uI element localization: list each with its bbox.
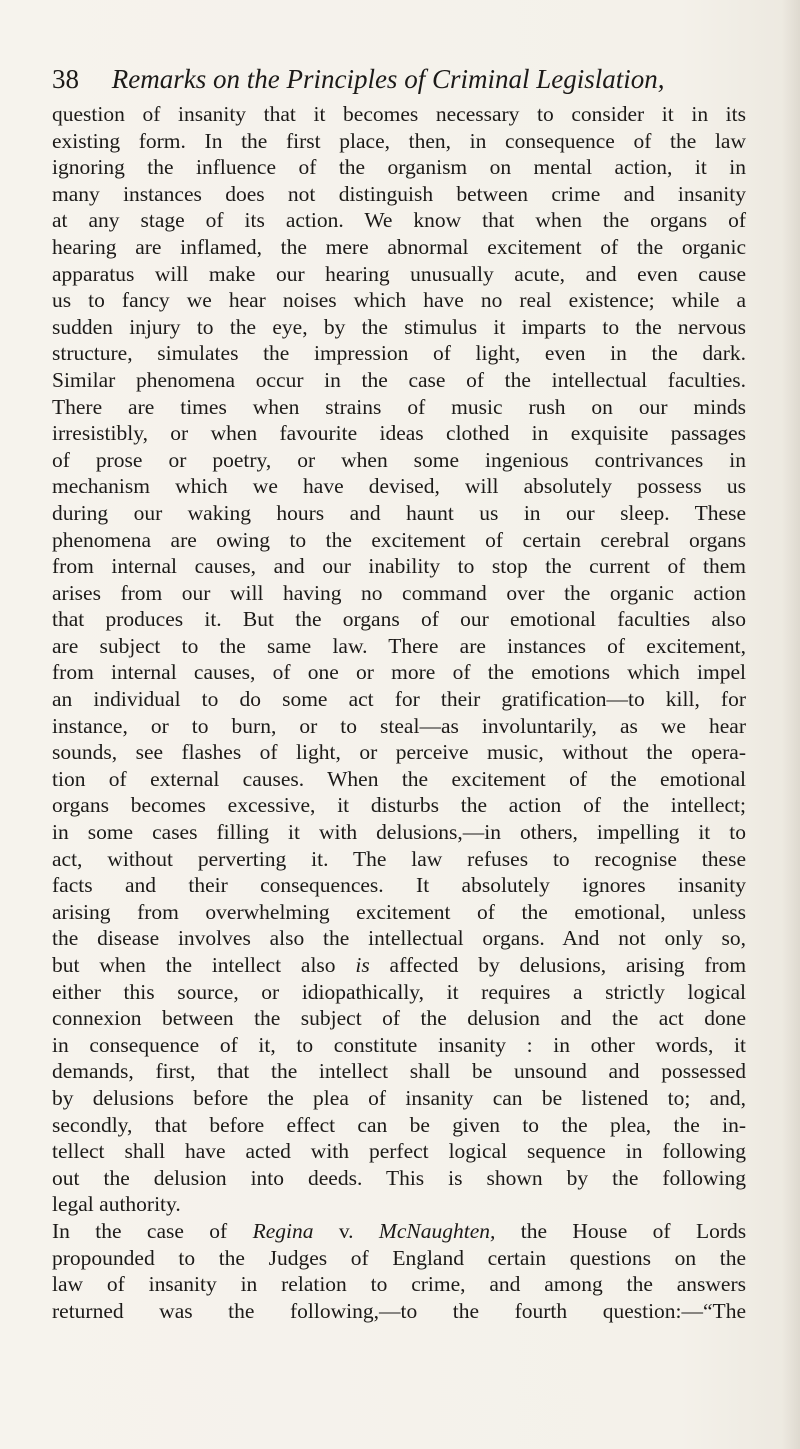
running-head: [52, 62, 742, 96]
italic-term: McNaughten,: [378, 1218, 496, 1243]
text-line-17: phenomena are owing to the excitement of certain cerebral organs: [52, 527, 746, 552]
text-line-1: question of insanity that it becomes necessary to consider it in its: [52, 102, 746, 126]
text-line-41: out the delusion into deeds. This is shown by the following: [52, 1165, 746, 1190]
text-line-34: either this source, or idiopathically, it requires a strictly logical: [52, 979, 746, 1004]
text-line-29: act, without perverting it. The law refuses to recognise these: [52, 846, 746, 871]
text-line-19: arises from our will having no command over the organic action: [52, 580, 746, 605]
text-line-15: mechanism which we have devised, will absolutely possess us: [52, 474, 746, 499]
text-line-27: organs becomes excessive, it disturbs the action of the intellect;: [52, 793, 746, 818]
text-line-46: returned was the following,—to the fourth question:—“The: [52, 1298, 746, 1323]
text-line-20: that produces it. But the organs of our emotional faculties also: [52, 607, 746, 632]
text-line-30: facts and their consequences. It absolutely ignores insanity: [52, 873, 746, 898]
text-line-31: arising from overwhelming excitement of the emotional, unless: [52, 899, 746, 924]
text-line-11: Similar phenomena occur in the case of the intellectual faculties.: [52, 367, 746, 392]
text-line-25: sounds, see flashes of light, or perceive music, without the opera-: [52, 740, 746, 765]
text-line-21: are subject to the same law. There are instances of excitement,: [52, 633, 746, 658]
text-line-26: tion of external causes. When the excitement of the emotional: [52, 766, 746, 791]
text-line-45: law of insanity in relation to crime, and among the answers: [52, 1272, 746, 1297]
text-line-8: us to fancy we hear noises which have no real existence; while a: [52, 288, 746, 313]
text-line-40: tellect shall have acted with perfect logical sequence in following: [52, 1139, 746, 1164]
text-line-24: instance, or to burn, or to steal—as involuntarily, as we hear: [52, 713, 746, 738]
text-line-33: but when the intellect also is affected by delusions, arising from: [52, 953, 747, 977]
text-line-22: from internal causes, of one or more of the emotions which impel: [52, 660, 746, 685]
italic-term: is: [355, 953, 370, 977]
text-line-37: demands, first, that the intellect shall be unsound and possessed: [52, 1059, 746, 1084]
page-edge-shadow: [782, 0, 800, 1449]
text-line-5: at any stage of its action. We know that when the organs of: [52, 208, 746, 233]
body-text: [52, 101, 746, 1324]
text-line-4: many instances does not distinguish between crime and insanity: [52, 181, 746, 206]
text-line-44: propounded to the Judges of England certain questions on the: [52, 1245, 746, 1270]
text-line-32: the disease involves also the intellectual organs. And not only so,: [52, 926, 746, 951]
text-line-43: In the case of Regina v. McNaughten, the House of Lords: [52, 1218, 747, 1243]
italic-term: Regina: [252, 1218, 314, 1243]
text-line-39: secondly, that before effect can be given to the plea, the in-: [52, 1112, 746, 1137]
text-line-7: apparatus will make our hearing unusually acute, and even cause: [52, 261, 746, 286]
text-line-10: structure, simulates the impression of light, even in the dark.: [52, 341, 746, 366]
text-line-16: during our waking hours and haunt us in our sleep. These: [52, 500, 746, 525]
text-line-38: by delusions before the plea of insanity can be listened to; and,: [52, 1085, 746, 1110]
page-number: 38: [52, 64, 79, 94]
text-line-18: from internal causes, and our inability to stop the current of them: [52, 554, 746, 579]
text-line-9: sudden injury to the eye, by the stimulus it imparts to the nervous: [52, 314, 746, 339]
text-line-42: legal authority.: [52, 1192, 181, 1217]
text-line-6: hearing are inflamed, the mere abnormal excitement of the organic: [52, 234, 746, 259]
text-line-35: connexion between the subject of the delusion and the act done: [52, 1006, 746, 1031]
text-line-36: in consequence of it, to constitute insanity : in other words, it: [52, 1032, 746, 1057]
text-line-14: of prose or poetry, or when some ingenious contrivances in: [52, 447, 746, 472]
text-line-23: an individual to do some act for their gratification—to kill, for: [52, 687, 746, 712]
text-line-28: in some cases filling it with delusions,—in others, impelling it to: [52, 820, 746, 845]
text-line-12: There are times when strains of music rush on our minds: [52, 394, 746, 419]
text-line-13: irresistibly, or when favourite ideas clothed in exquisite passages: [52, 421, 746, 446]
text-line-3: ignoring the influence of the organism on mental action, it in: [52, 155, 746, 180]
running-head-title: Remarks on the Principles of Criminal Legislation,: [111, 64, 665, 94]
text-line-2: existing form. In the first place, then, in consequence of the law: [52, 128, 746, 153]
